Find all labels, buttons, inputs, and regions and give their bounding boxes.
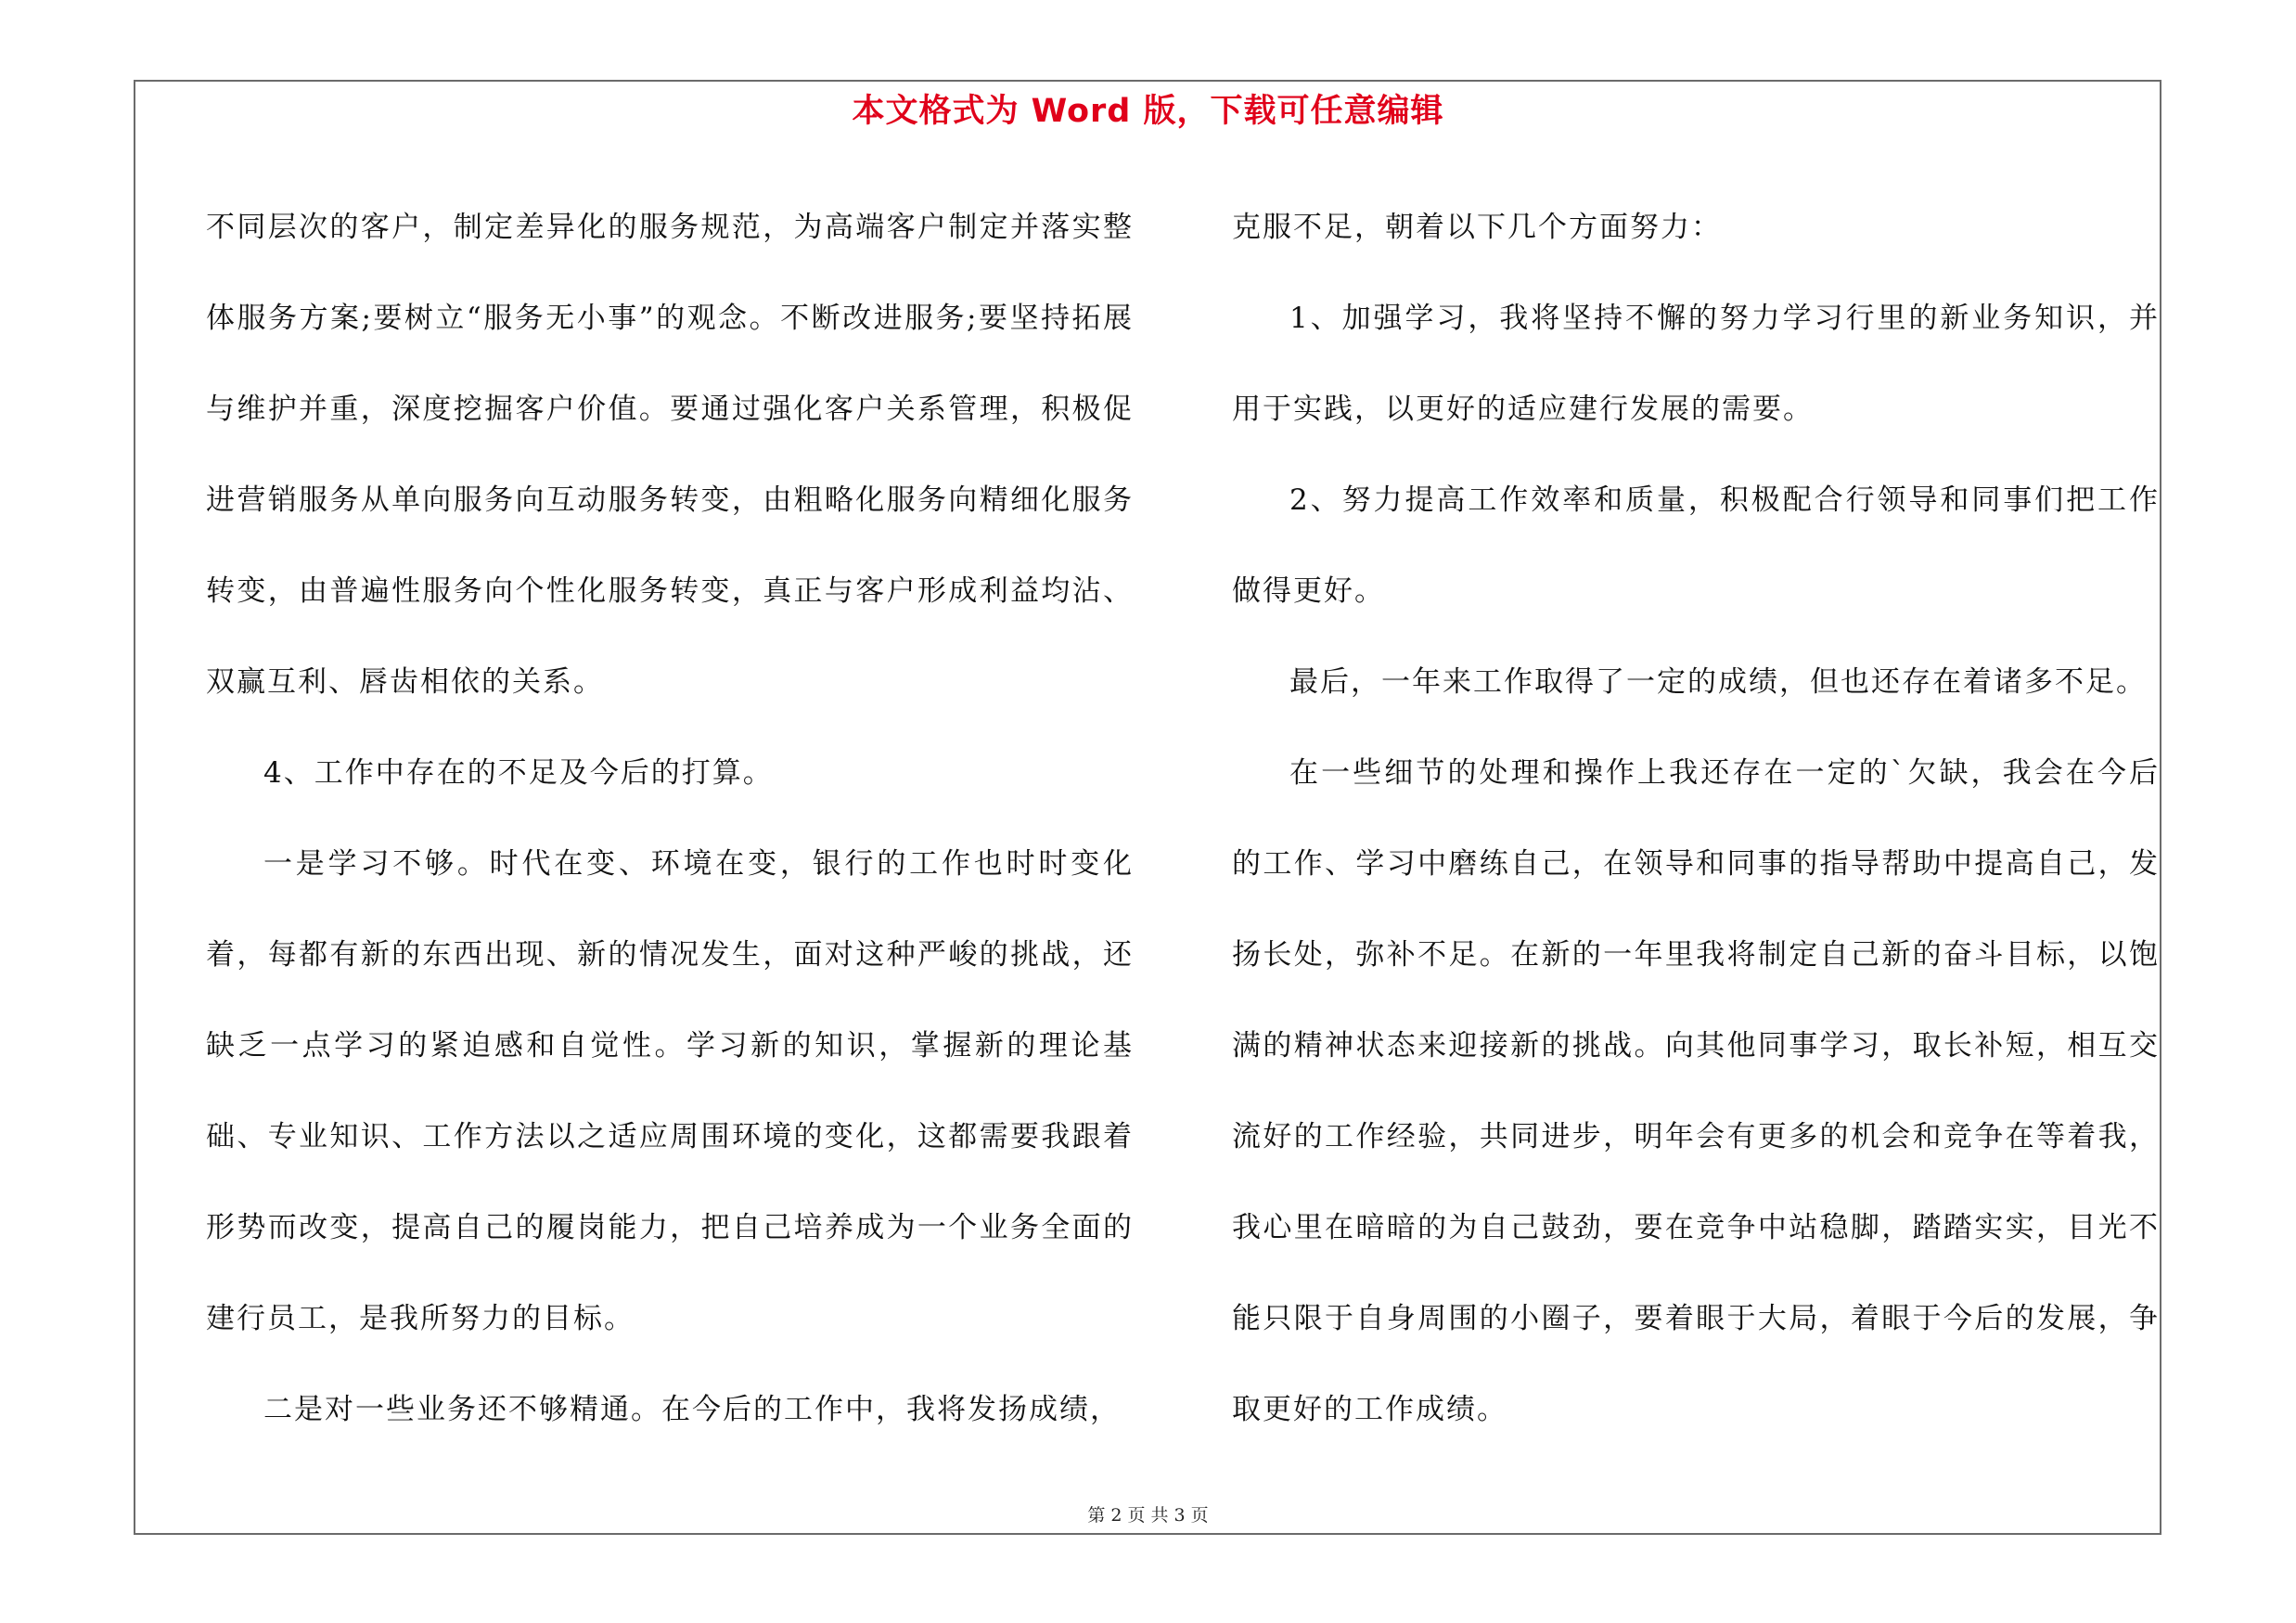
paragraph-conclusion: 最后，一年来工作取得了一定的成绩，但也还存在着诸多不足。 <box>1289 665 2147 699</box>
right-text-column <box>1232 182 2160 1455</box>
paragraph-overcome-shortcomings: 克服不足，朝着以下几个方面努力： <box>1232 211 1722 244</box>
paragraph-strengthen-learning: 1、加强学习，我将坚持不懈的努力学习行里的新业务知识，并用于实践，以更好的适应建行发展的需要。 <box>1232 302 2160 426</box>
paragraph-future-goals: 在一些细节的处理和操作上我还存在一定的`欠缺，我会在今后的工作、学习中磨练自己，在领导和同事的指导帮助中提高自己，发扬长处，弥补不足。在新的一年里我将制定自己新的奋斗目标，以饱满的精神状态来迎接新的挑战。向其他同事学习，取长补短，相互交流好的工作经验，共同进步，明年会有更多的机会和竞争在等着我，我心里在暗暗的为自己鼓劲，要在竞争中站稳脚，踏踏实实，目光不能只限于自身周围的小圈子，要着眼于大局，着眼于今后的发展，争取更好的工作成绩。 <box>1232 756 2160 1426</box>
paragraph-improve-efficiency: 2、努力提高工作效率和质量，积极配合行领导和同事们把工作做得更好。 <box>1232 483 2160 608</box>
paragraph-shortcomings-heading: 4、工作中存在的不足及今后的打算。 <box>263 756 774 790</box>
paragraph-business-proficiency: 二是对一些业务还不够精通。在今后的工作中，我将发扬成绩， <box>263 1393 1121 1426</box>
paragraph-customer-service: 不同层次的客户，制定差异化的服务规范，为高端客户制定并落实整体服务方案;要树立“服务无小事”的观念。不断改进服务;要坚持拓展与维护并重，深度挖掘客户价值。要通过强化客户关系管理，积极促进营销服务从单向服务向互动服务转变，由粗略化服务向精细化服务转变，由普遍性服务向个性化服务转变，真正与客户形成利益均沾、双赢互利、唇齿相依的关系。 <box>206 211 1134 699</box>
word-format-notice: 本文格式为 Word 版，下载可任意编辑 <box>852 93 1444 130</box>
page-number-footer: 第 2 页 共 3 页 <box>1087 1505 1209 1526</box>
left-text-column <box>206 182 1134 1455</box>
paragraph-insufficient-learning: 一是学习不够。时代在变、环境在变，银行的工作也时时变化着，每都有新的东西出现、新的情况发生，面对这种严峻的挑战，还缺乏一点学习的紧迫感和自觉性。学习新的知识，掌握新的理论基础、专业知识、工作方法以之适应周围环境的变化，这都需要我跟着形势而改变，提高自己的履岗能力，把自己培养成为一个业务全面的建行员工，是我所努力的目标。 <box>206 847 1134 1335</box>
